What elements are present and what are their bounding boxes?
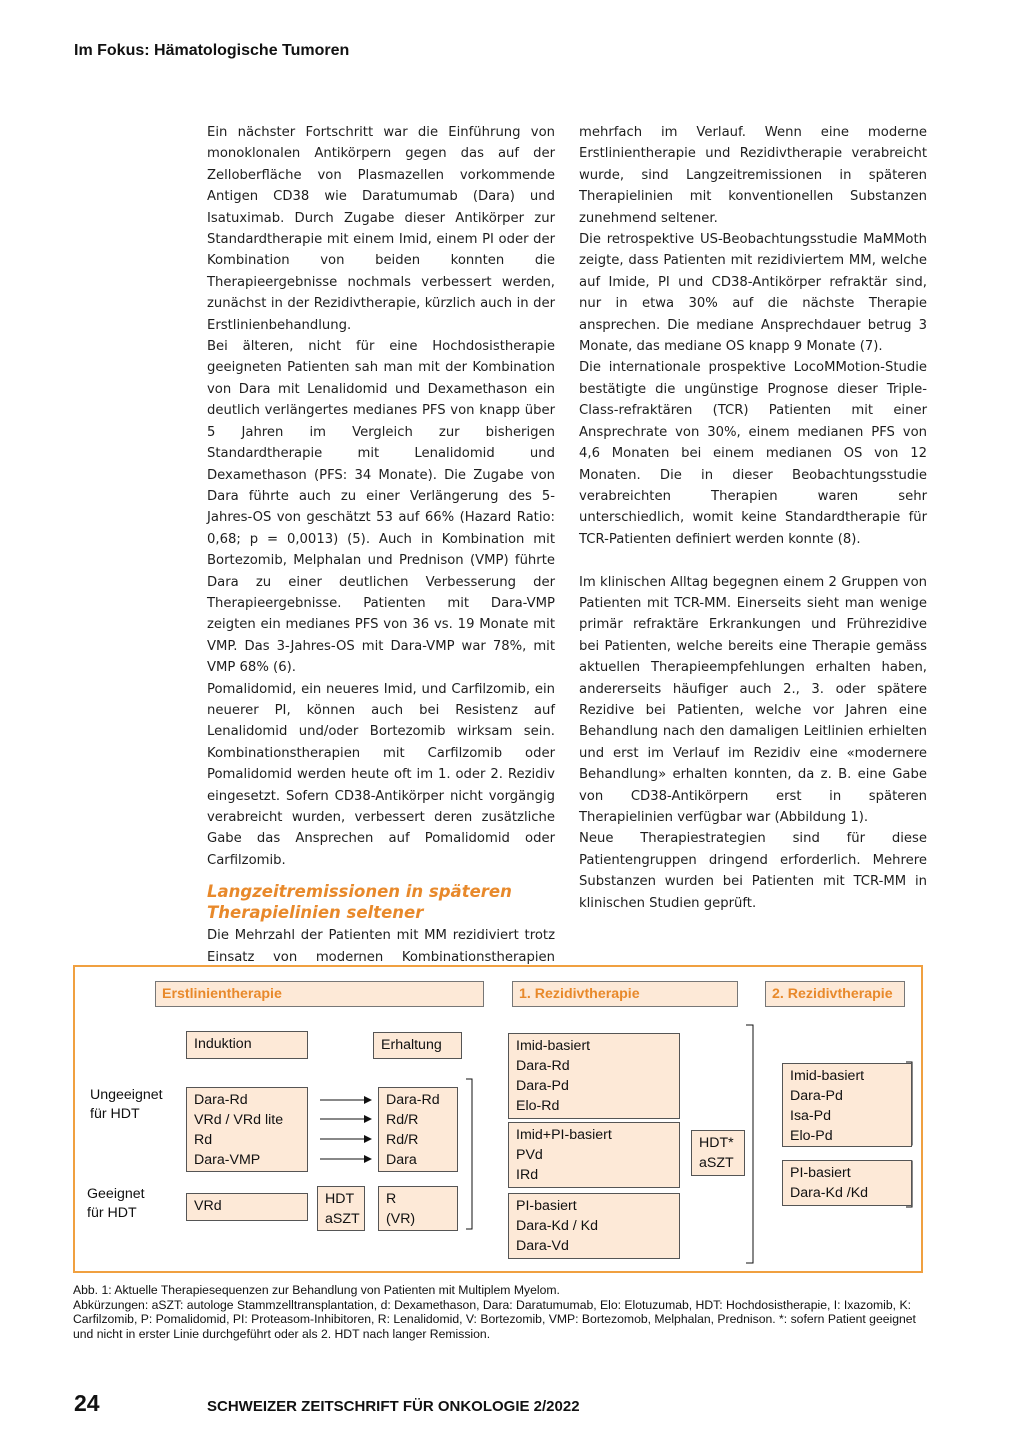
- relapse2-imid-box: Imid-basiert Dara-Pd Isa-Pd Elo-Pd: [782, 1063, 912, 1147]
- bracket: [466, 1079, 472, 1229]
- phase-second-relapse: 2. Rezidivtherapie: [765, 981, 905, 1007]
- relapse1-imid-pi-box: Imid+PI-basiert PVd IRd: [508, 1122, 680, 1188]
- text-column-left: [207, 122, 555, 989]
- relapse1-imid-box: Imid-basiert Dara-Rd Dara-Pd Elo-Rd: [508, 1033, 680, 1119]
- maintenance-header: Erhaltung: [373, 1032, 462, 1059]
- figure-caption: Abb. 1: Aktuelle Therapiesequenzen zur Behandlung von Patienten mit Multiplem Myelom. Abkürzungen: aSZT: autologe Stammzelltransplantation, d: Dexamethason, Dara: Daratumumab, Elo: Elotuzumab, HDT: Hochdosistherapie, I: Ixazomib, K: Carfilzomib, P: Pomalidomid, PI: Proteasom-Inhibitoren, R: Lenalidomid, V: Bortezomib, VMP: Bortezomob, Melphalan, Prednison. *: sofern Patient geeignet und nicht in erster Linie durchgeführt oder als 2. HDT nach langer Remission.: [73, 1283, 916, 1341]
- phase-first-relapse: 1. Rezidivtherapie: [512, 981, 738, 1007]
- section-heading: Langzeitremissionen in späteren Therapielinien seltener: [207, 882, 512, 923]
- relapse-hdt-box: HDT* aSZT: [691, 1130, 745, 1176]
- unfit-maintenance-box: Dara-Rd Rd/R Rd/R Dara: [378, 1087, 458, 1172]
- paragraph: Die Mehrzahl der Patienten mit MM rezidiviert trotz Einsatz von modernen Kombinationstherapien: [207, 928, 555, 965]
- fit-maintenance-box: R (VR): [378, 1186, 458, 1231]
- relapse2-pi-box: PI-basiert Dara-Kd /Kd: [782, 1160, 912, 1206]
- paragraph: Bei älteren, nicht für eine Hochdosistherapie geeigneten Patienten sah man mit der Kombination von Dara mit Lenalidomid und Dexamethason ein deutlich verlängertes medianes PFS von knapp über 5 Jahren im Vergleich zur bisherigen Standardtherapie mit Lenalidomid und Dexamethason (PFS: 34 Monate). Die Zugabe von Dara führte auch zu einer Verlängerung des 5-Jahres-OS von geschätzt 53 auf 66% (Hazard Ratio: 0,68; p = 0,0013) (5). Auch in Kombination mit Bortezomib, Melphalan und Prednison (VMP) führte Dara zu einer deutlichen Verbesserung der Therapieergebnisse. Patienten mit Dara-VMP zeigten ein medianes PFS von 36 vs. 19 Monate mit VMP. Das 3-Jahres-OS mit Dara-VMP war 78%, mit VMP 68% (6).: [207, 339, 555, 676]
- paragraph: Ein nächster Fortschritt war die Einführung von monoklonalen Antikörpern gegen das auf der Zelloberfläche von Plasmazellen vorkommende Antigen CD38 wie Daratumumab (Dara) und Isatuximab. Durch Zugabe dieser Antikörper zur Standardtherapie mit einem Imid, einem PI oder der Kombination von beiden konnten die Therapieergebnisse nochmals verbessert werden, zunächst in der Rezidivtherapie, kürzlich auch in der Erstlinienbehandlung.: [207, 125, 555, 333]
- bracket: [746, 1025, 753, 1263]
- page-number: 24: [74, 1390, 100, 1416]
- paragraph: Die internationale prospektive LocoMMotion-Studie bestätigte die ungünstige Prognose dieser Triple-Class-refraktären (TCR) Patienten mit einer Ansprechrate von 30%, einem medianen PFS von 4,6 Monaten bei einem medianen OS von 12 Monaten. Die in dieser Beobachtungsstudie verabreichten Therapien waren sehr unterschiedlich, womit keine Standardtherapie für TCR-Patienten definiert werden konnte (8).: [579, 360, 927, 547]
- text-column-right: [579, 122, 927, 914]
- fit-induction-box: VRd: [186, 1193, 308, 1221]
- journal-title: SCHWEIZER ZEITSCHRIFT FÜR ONKOLOGIE 2/2022: [207, 1398, 580, 1415]
- induction-header: Induktion: [186, 1031, 308, 1059]
- paragraph: Im klinischen Alltag begegnen einem 2 Gruppen von Patienten mit TCR-MM. Einerseits sieht man wenige primär refraktäre Erkrankungen und Frührezidive bei Patienten, welche bereits eine Therapie gemäss aktuellen Therapieempfehlungen erhalten haben, andererseits häufiger auch 2., 3. oder spätere Rezidive bei Patienten, welche vor Jahren eine Behandlung nach den damaligen Leitlinien erhielten und erst im Verlauf im Rezidiv eine «modernere Behandlung» erhalten konnten, da z. B. eine Gabe von CD38-Antikörpern erst in späteren Therapielinien verfügbar war (Abbildung 1).: [579, 574, 927, 825]
- paragraph: Pomalidomid, ein neueres Imid, und Carfilzomib, ein neuerer PI, können auch bei Resistenz auf Lenalidomid und/oder Bortezomib wirksam sein. Kombinationstherapien mit Carfilzomib oder Pomalidomid werden heute oft im 1. oder 2. Rezidiv eingesetzt. Sofern CD38-Antikörper nicht vorgängig verabreicht wurden, verbessert deren zusätzliche Gabe das Ansprechen auf Pomalidomid oder Carfilzomib.: [207, 681, 555, 868]
- fit-hdt-box: HDT aSZT: [317, 1186, 365, 1231]
- running-header: Im Fokus: Hämatologische Tumoren: [74, 42, 350, 59]
- relapse1-pi-box: PI-basiert Dara-Kd / Kd Dara-Vd: [508, 1193, 680, 1259]
- label-fit-hdt: Geeignet für HDT: [87, 1186, 145, 1221]
- paragraph: Die retrospektive US-Beobachtungsstudie MaMMoth zeigte, dass Patienten mit rezidiviertem MM, welche auf Imide, PI und CD38-Antikörper refraktär sind, nur in etwa 30% auf die nächste Therapie ansprechen. Die mediane Ansprechdauer betrug 3 Monate, das mediane OS knapp 9 Monate (7).: [579, 232, 927, 355]
- therapy-sequence-figure: [73, 965, 923, 1273]
- unfit-induction-box: Dara-Rd VRd / VRd lite Rd Dara-VMP: [186, 1087, 308, 1172]
- paragraph: mehrfach im Verlauf. Wenn eine moderne Erstlinientherapie und Rezidivtherapie verabreicht wurde, sind Langzeitremissionen in späteren Therapielinien mit konventionellen Substanzen zunehmend seltener.: [579, 125, 927, 226]
- paragraph: Neue Therapiestrategien sind für diese Patientengruppen dringend erforderlich. Mehrere Substanzen wurden bei Patienten mit TCR-MM in klinischen Studien geprüft.: [579, 831, 927, 911]
- phase-first-line: Erstlinientherapie: [155, 981, 484, 1007]
- label-unfit-hdt: Ungeeignet für HDT: [90, 1087, 163, 1122]
